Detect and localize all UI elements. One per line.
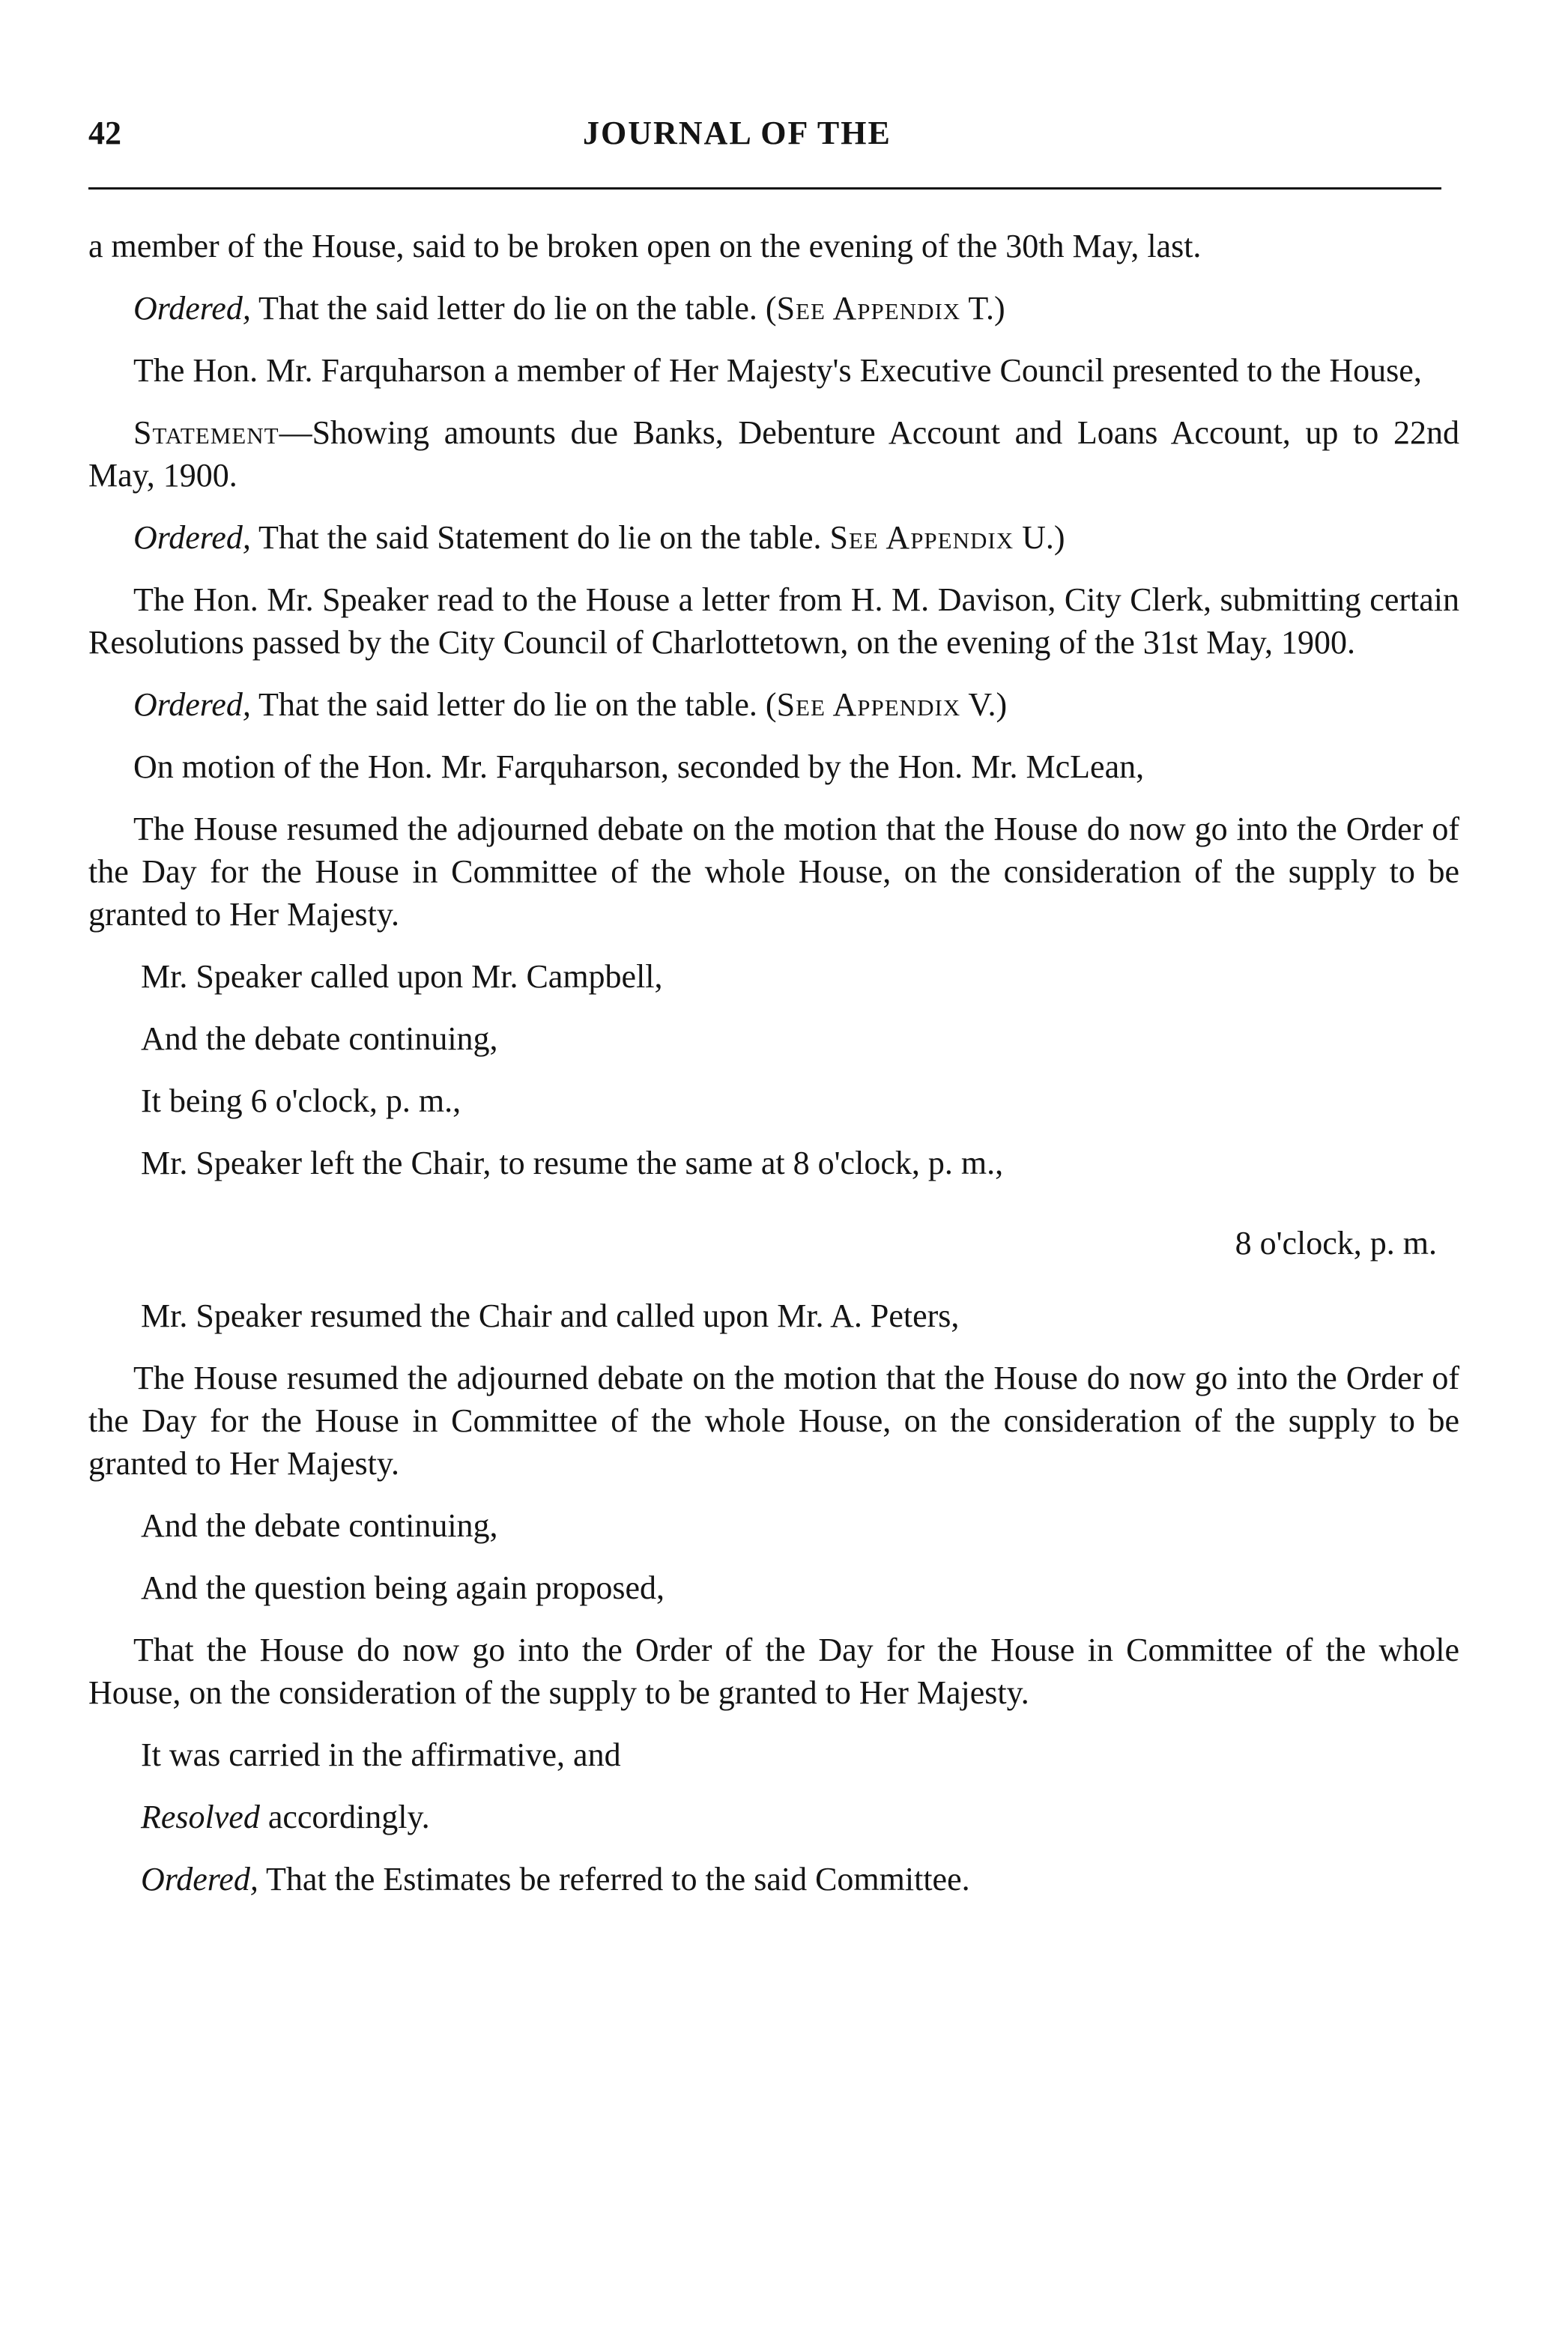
page-number: 42 [88,115,121,151]
paragraph-question-text: That the House do now go into the Order of the Day for the House in Committee of the whole House, on the consideration of the supply to be granted to Her Majesty. [88,1632,1459,1711]
paragraph-statement: Statement—Showing amounts due Banks, Debenture Account and Loans Account, up to 22nd May, 1900. [88,414,1459,494]
running-head: JOURNAL OF THE [583,115,892,151]
paragraph-speaker-resumed-chair: Mr. Speaker resumed the Chair and called upon Mr. A. Peters, [141,1297,960,1334]
paragraph-carried-affirmative: It was carried in the affirmative, and [141,1736,621,1773]
paragraph-motion: On motion of the Hon. Mr. Farquharson, seconded by the Hon. Mr. McLean, [133,748,1145,785]
paragraph-letter-continued: a member of the House, said to be broken open on the evening of the 30th May, last. [88,228,1202,264]
paragraph-house-resumed-debate: The House resumed the adjourned debate on the motion that the House do now go into the Order of the Day for the House in Committee of the whole House, on the consideration of the supply to be granted to Her Majesty. [88,811,1459,933]
paragraph-ordered-estimates: Ordered, That the Estimates be referred to the said Committee. [141,1861,970,1898]
paragraph-called-campbell: Mr. Speaker called upon Mr. Campbell, [141,958,663,995]
header-rule [88,187,1441,190]
paragraph-debate-continuing: And the debate continuing, [141,1020,498,1057]
paragraph-six-oclock: It being 6 o'clock, p. m., [141,1082,461,1119]
paragraph-resolved: Resolved accordingly. [141,1799,430,1835]
paragraph-ordered-statement-u: Ordered, That the said Statement do lie on the table. See Appendix U.) [133,519,1065,556]
time-mark: 8 o'clock, p. m. [1235,1225,1437,1262]
paragraph-question-proposed: And the question being again proposed, [141,1569,665,1606]
paragraph-speaker-read-letter: The Hon. Mr. Speaker read to the House a letter from H. M. Davison, City Clerk, submitting certain Resolutions passed by the City Council of Charlottetown, on the evening of the 31st May, 1900. [88,581,1459,661]
paragraph-debate-continuing-2: And the debate continuing, [141,1507,498,1544]
paragraph-speaker-left-chair: Mr. Speaker left the Chair, to resume the same at 8 o'clock, p. m., [141,1145,1004,1181]
page-header [88,114,1449,181]
paragraph-farquharson-presented: The Hon. Mr. Farquharson a member of Her Majesty's Executive Council presented to the House, [133,352,1422,389]
journal-body [88,225,1459,1920]
paragraph-ordered-letter-t: Ordered, That the said letter do lie on the table. (See Appendix T.) [133,290,1005,327]
paragraph-house-resumed-debate-2: The House resumed the adjourned debate on the motion that the House do now go into the Order of the Day for the House in Committee of the whole House, on the consideration of the supply to be granted to Her Majesty. [88,1360,1459,1482]
paragraph-ordered-letter-v: Ordered, That the said letter do lie on the table. (See Appendix V.) [133,686,1008,723]
